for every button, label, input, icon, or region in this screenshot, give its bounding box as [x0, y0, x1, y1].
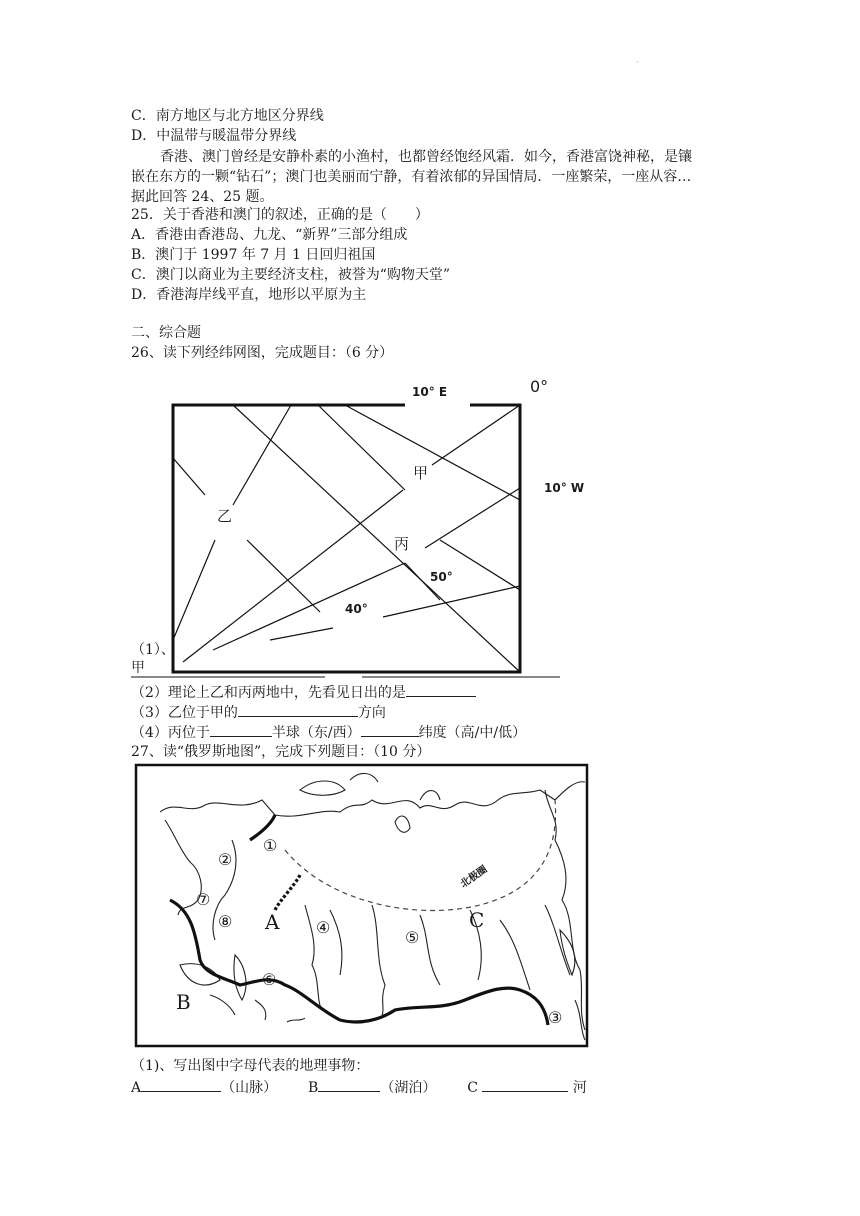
label-jia: 甲 [413, 464, 429, 482]
q26-stem: 26、读下列经纬网图，完成题目：（6 分） [131, 345, 394, 361]
label-10w: 10° W [544, 481, 585, 495]
label-4: ④ [316, 918, 331, 937]
label-C: C [469, 908, 485, 932]
answer-blank[interactable] [210, 721, 272, 737]
q27-answers: A （山脉） B （湖泊） C 河 [131, 1076, 587, 1098]
q25-stem: 25．关于香港和澳门的叙述，正确的是（ ） [131, 207, 429, 223]
q26-sub2: （2）理论上乙和丙两地中，先看见日出的是 [131, 681, 476, 703]
label-50: 50° [430, 570, 453, 584]
label-6: ⑥ [262, 970, 277, 989]
header-mark: · [636, 58, 639, 67]
label-5: ⑤ [405, 928, 420, 947]
q26-sub1-jia: 甲 [131, 660, 145, 676]
label-A: A [265, 910, 280, 934]
q25-option-a: A．香港由香港岛、九龙、“新界”三部分组成 [131, 227, 408, 243]
section-heading: 二、综合题 [131, 325, 201, 341]
label-1: ① [263, 836, 278, 855]
q25-option-b: B．澳门于 1997 年 7 月 1 日回归祖国 [131, 247, 376, 263]
passage-line-2: 嵌在东方的一颗“钻石”；澳门也美丽而宁静，有着浓郁的异国情局．一座繁荣，一座从容… [131, 169, 692, 185]
answer-blank[interactable] [238, 701, 358, 717]
label-yi: 乙 [217, 507, 233, 525]
option-c-prev: C．南方地区与北方地区分界线 [131, 108, 324, 124]
passage-line-3: 据此回答 24、25 题。 [131, 189, 274, 205]
option-d-prev: D．中温带与暖温带分界线 [131, 128, 297, 144]
passage-line-1: 香港、澳门曾经是安静朴素的小渔村，也都曾经饱经风霜．如今，香港富饶神秘，是镶 [160, 149, 692, 165]
label-0deg: 0° [530, 377, 549, 396]
label-8: ⑧ [218, 912, 233, 931]
answer-blank[interactable] [361, 721, 419, 737]
answer-blank[interactable] [406, 681, 476, 697]
label-10e: 10° E [412, 385, 448, 399]
answer-blank[interactable] [482, 1076, 568, 1092]
answer-blank[interactable] [318, 1076, 380, 1092]
q25-option-c: C．澳门以商业为主要经济支柱，被誉为“购物天堂” [131, 267, 451, 283]
q27-stem: 27、读“俄罗斯地图”，完成下列题目：（10 分） [131, 744, 431, 760]
q27-sub1: （1)、写出图中字母代表的地理事物： [131, 1058, 370, 1074]
q26-sub4: （4）丙位于 半球（东/西） 纬度（高/中/低） [131, 721, 526, 743]
answer-blank[interactable] [141, 1076, 221, 1092]
label-B: B [176, 990, 191, 1014]
q25-option-d: D．香港海岸线平直，地形以平原为主 [131, 287, 367, 303]
label-40: 40° [345, 602, 368, 616]
label-3: ③ [548, 1008, 563, 1027]
label-7: ⑦ [196, 890, 211, 909]
label-arctic-circle: 北极圈 [458, 864, 490, 891]
q26-sub1-prefix: （1）、 [131, 642, 175, 658]
label-2: ② [218, 850, 233, 869]
label-bing: 丙 [394, 535, 410, 553]
q26-sub3: （3）乙位于甲的 方向 [131, 701, 386, 723]
